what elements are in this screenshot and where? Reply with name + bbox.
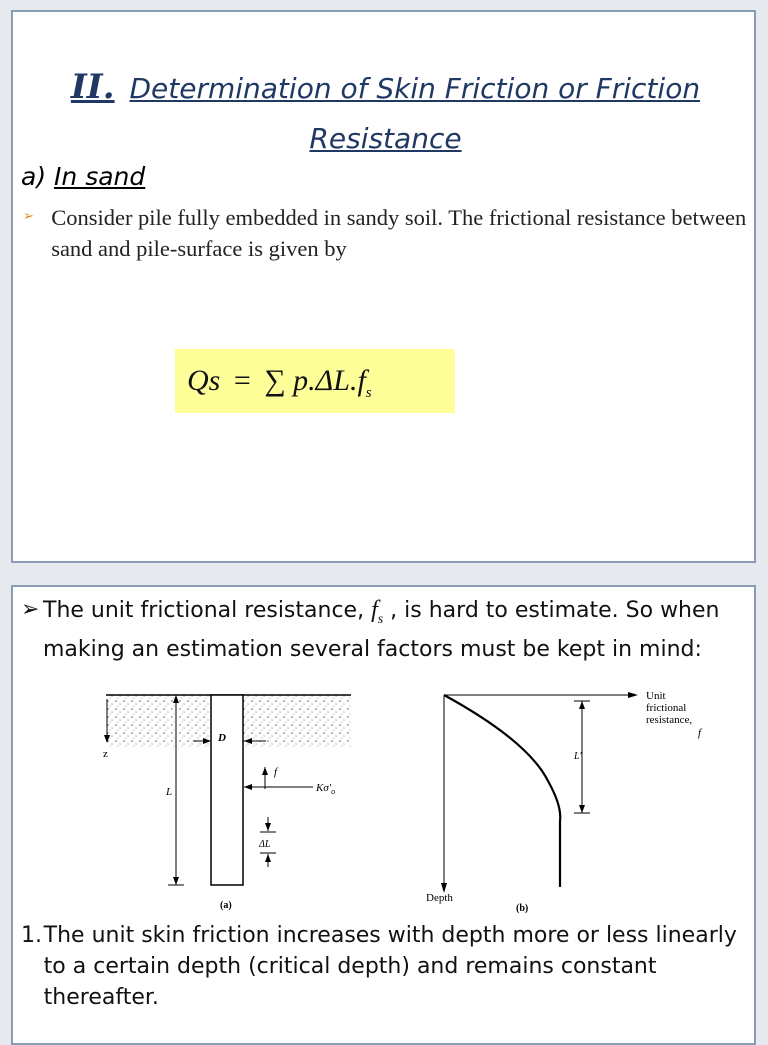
- label-unit-3: resistance,: [646, 714, 693, 726]
- bullet-item: [21, 595, 746, 665]
- friction-curve: [444, 695, 560, 887]
- formula-sub: s: [365, 385, 372, 401]
- title-text: Determination of Skin Friction or Friction Resistance: [129, 72, 701, 155]
- list-item-number: 1.: [21, 923, 42, 948]
- label-z: z: [103, 748, 108, 760]
- section-label: In sand: [54, 162, 146, 191]
- bullet-text-post: , is hard to estimate. So when making an estimation several factors must be kept in mind:: [43, 598, 720, 662]
- list-item-text: The unit skin friction increases with depth more or less linearly to a certain depth (critical depth) and remains constant thereafter.: [43, 923, 737, 1010]
- label-L-prime: L′: [574, 751, 582, 762]
- f-arrow-icon: [262, 767, 268, 775]
- pile-friction-figure: [98, 691, 718, 917]
- label-D: D: [218, 732, 226, 744]
- formula-box: [175, 349, 455, 413]
- formula-lhs: Qs: [187, 364, 221, 397]
- bullet-text-pre: The unit frictional resistance,: [43, 598, 372, 623]
- label-depth: Depth: [426, 892, 453, 904]
- K-sigma-arrow-icon: [244, 784, 252, 790]
- label-L: L: [166, 786, 173, 798]
- slide-2: [11, 585, 756, 1045]
- section-heading: [21, 162, 145, 191]
- label-unit-4: f: [698, 727, 702, 739]
- pile-shape: [211, 695, 243, 885]
- formula-sum: ∑: [264, 364, 286, 397]
- caption-b: (b): [516, 903, 529, 914]
- bullet-text: [43, 595, 746, 665]
- slide-1: [11, 10, 756, 563]
- label-f: f: [274, 766, 278, 778]
- bullet-var: f: [371, 597, 378, 623]
- label-unit-1: Unit: [646, 691, 666, 702]
- bullet-var-sub: s: [377, 611, 384, 627]
- bullet-text: Consider pile fully embedded in sandy soil. The frictional resistance between sand and pile-surface is given by: [51, 205, 747, 261]
- label-unit-2: frictional: [646, 702, 687, 714]
- label-delta-L: ΔL: [259, 839, 271, 850]
- bullet-item: [23, 202, 753, 264]
- slide-title: [13, 62, 756, 164]
- caption-a: (a): [220, 900, 232, 911]
- list-item: [21, 920, 751, 1013]
- arrow-bullet-icon: ➢: [23, 208, 34, 223]
- x-arrow-icon: [628, 692, 638, 698]
- formula-body: p.ΔL.f: [293, 364, 366, 397]
- formula-equals: =: [233, 364, 251, 397]
- arrow-bullet-icon: ➢: [21, 597, 40, 622]
- label-K-sigma: $K\sigma'_o$: [316, 782, 336, 796]
- title-roman-numeral: II.: [70, 67, 115, 107]
- section-prefix: a): [21, 162, 55, 191]
